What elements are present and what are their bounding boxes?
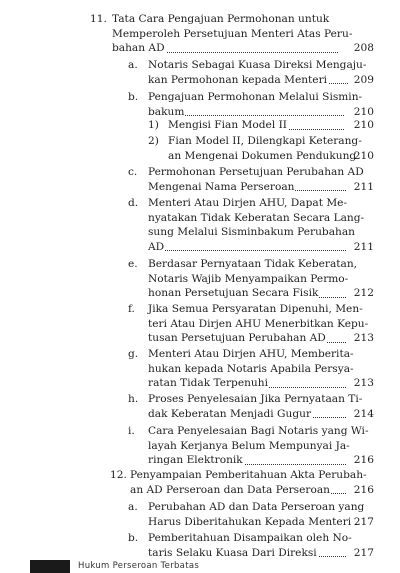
toc-number: 11.: [90, 13, 107, 25]
toc-letter: d.: [128, 197, 139, 209]
toc-line: Notaris Sebagai Kuasa Direksi Mengaju-: [148, 59, 367, 71]
page-number: 213: [353, 377, 374, 390]
toc-line: AD: [148, 240, 165, 253]
page-number: 212: [353, 287, 374, 300]
page-number: 213: [353, 332, 374, 345]
page-number: 217: [353, 515, 374, 528]
page-number: 211: [353, 240, 374, 253]
toc-number: 1): [148, 119, 159, 131]
toc-line: Harus Diberitahukan Kepada Menteri .: [148, 515, 358, 528]
page-number: 217: [353, 546, 374, 559]
toc-line: ratan Tidak Terpenuhi: [148, 377, 268, 390]
footer-page-tab: [30, 560, 70, 573]
toc-line: tusan Persetujuan Perubahan AD: [148, 332, 326, 345]
toc-letter: h.: [128, 393, 139, 405]
toc-line: Mengenai Nama Perseroan: [148, 180, 295, 193]
toc-line: Menteri Atau Dirjen AHU, Memberita-: [148, 348, 354, 360]
toc-letter: i.: [128, 425, 135, 437]
toc-line: taris Selaku Kuasa Dari Direksi: [148, 546, 317, 559]
toc-letter: a.: [128, 59, 138, 71]
toc-letter: f.: [128, 303, 135, 315]
footer-running-title: Hukum Perseroan Terbatas: [78, 561, 200, 571]
page-number: 210: [353, 149, 374, 162]
toc-line: hukan kepada Notaris Apabila Persya-: [148, 362, 354, 375]
page-number: 208: [353, 42, 374, 55]
toc-line: Memperoleh Persetujuan Menteri Atas Peru-: [112, 27, 353, 40]
toc-line: honan Persetujuan Secara Fisik: [148, 287, 319, 300]
toc-line: nyatakan Tidak Keberatan Secara Lang-: [148, 211, 365, 224]
toc-line: layah Kerjanya Belum Mempunyai Ja-: [148, 439, 350, 452]
toc-line: Berdasar Pernyataan Tidak Keberatan,: [148, 258, 358, 270]
page-number: 216: [353, 483, 374, 496]
toc-line: bakum: [148, 105, 185, 118]
page-number: 214: [353, 407, 374, 420]
toc-line: Jika Semua Persyaratan Dipenuhi, Men-: [148, 303, 363, 315]
toc-number: 12.: [110, 469, 127, 481]
page-number: 210: [353, 119, 374, 131]
toc-line: teri Atau Dirjen AHU Menerbitkan Kepu-: [148, 317, 369, 330]
toc-line: Tata Cara Pengajuan Permohonan untuk: [112, 13, 330, 25]
page-number: 210: [353, 105, 374, 118]
page-number: 211: [353, 180, 374, 193]
page-number: 209: [353, 73, 374, 86]
toc-line: Permohonan Persetujuan Perubahan AD: [148, 166, 364, 178]
toc-line: Perubahan AD dan Data Perseroan yang: [148, 501, 365, 513]
toc-line: Pemberitahuan Disampaikan oleh No-: [148, 532, 352, 544]
toc-line: dak Keberatan Menjadi Gugur: [148, 407, 312, 420]
toc-letter: c.: [128, 166, 138, 178]
toc-letter: e.: [128, 258, 138, 270]
toc-line: Cara Penyelesaian Bagi Notaris yang Wi-: [148, 425, 369, 437]
toc-line: bahan AD: [112, 42, 165, 55]
toc-line: Penyampaian Pemberitahuan Akta Perubah-: [130, 469, 367, 481]
toc-letter: b.: [128, 91, 139, 103]
toc-line: Proses Penyelesaian Jika Pernyataan Ti-: [148, 393, 363, 405]
toc-line: Fian Model II, Dilengkapi Keterang-: [168, 135, 362, 147]
toc-letter: g.: [128, 348, 139, 360]
toc-line: Menteri Atau Dirjen AHU, Dapat Me-: [148, 197, 348, 209]
toc-line: ringan Elektronik: [148, 454, 243, 467]
toc-line: Notaris Wajib Menyampaikan Permo-: [148, 272, 349, 285]
page-footer: [0, 560, 400, 573]
toc-number: 2): [148, 135, 159, 147]
page-number: 216: [353, 454, 374, 467]
toc-letter: b.: [128, 532, 139, 544]
toc-line: kan Permohonan kepada Menteri: [148, 73, 328, 86]
toc-line: Mengisi Fian Model II: [168, 119, 287, 131]
toc-line: an Mengenai Dokumen Pendukung: [168, 149, 357, 162]
toc-letter: a.: [128, 501, 138, 513]
toc-line: Pengajuan Permohonan Melalui Sismin-: [148, 91, 363, 103]
toc-line: an AD Perseroan dan Data Perseroan: [130, 483, 330, 496]
toc-line: sung Melalui Sisminbakum Perubahan: [148, 226, 355, 239]
